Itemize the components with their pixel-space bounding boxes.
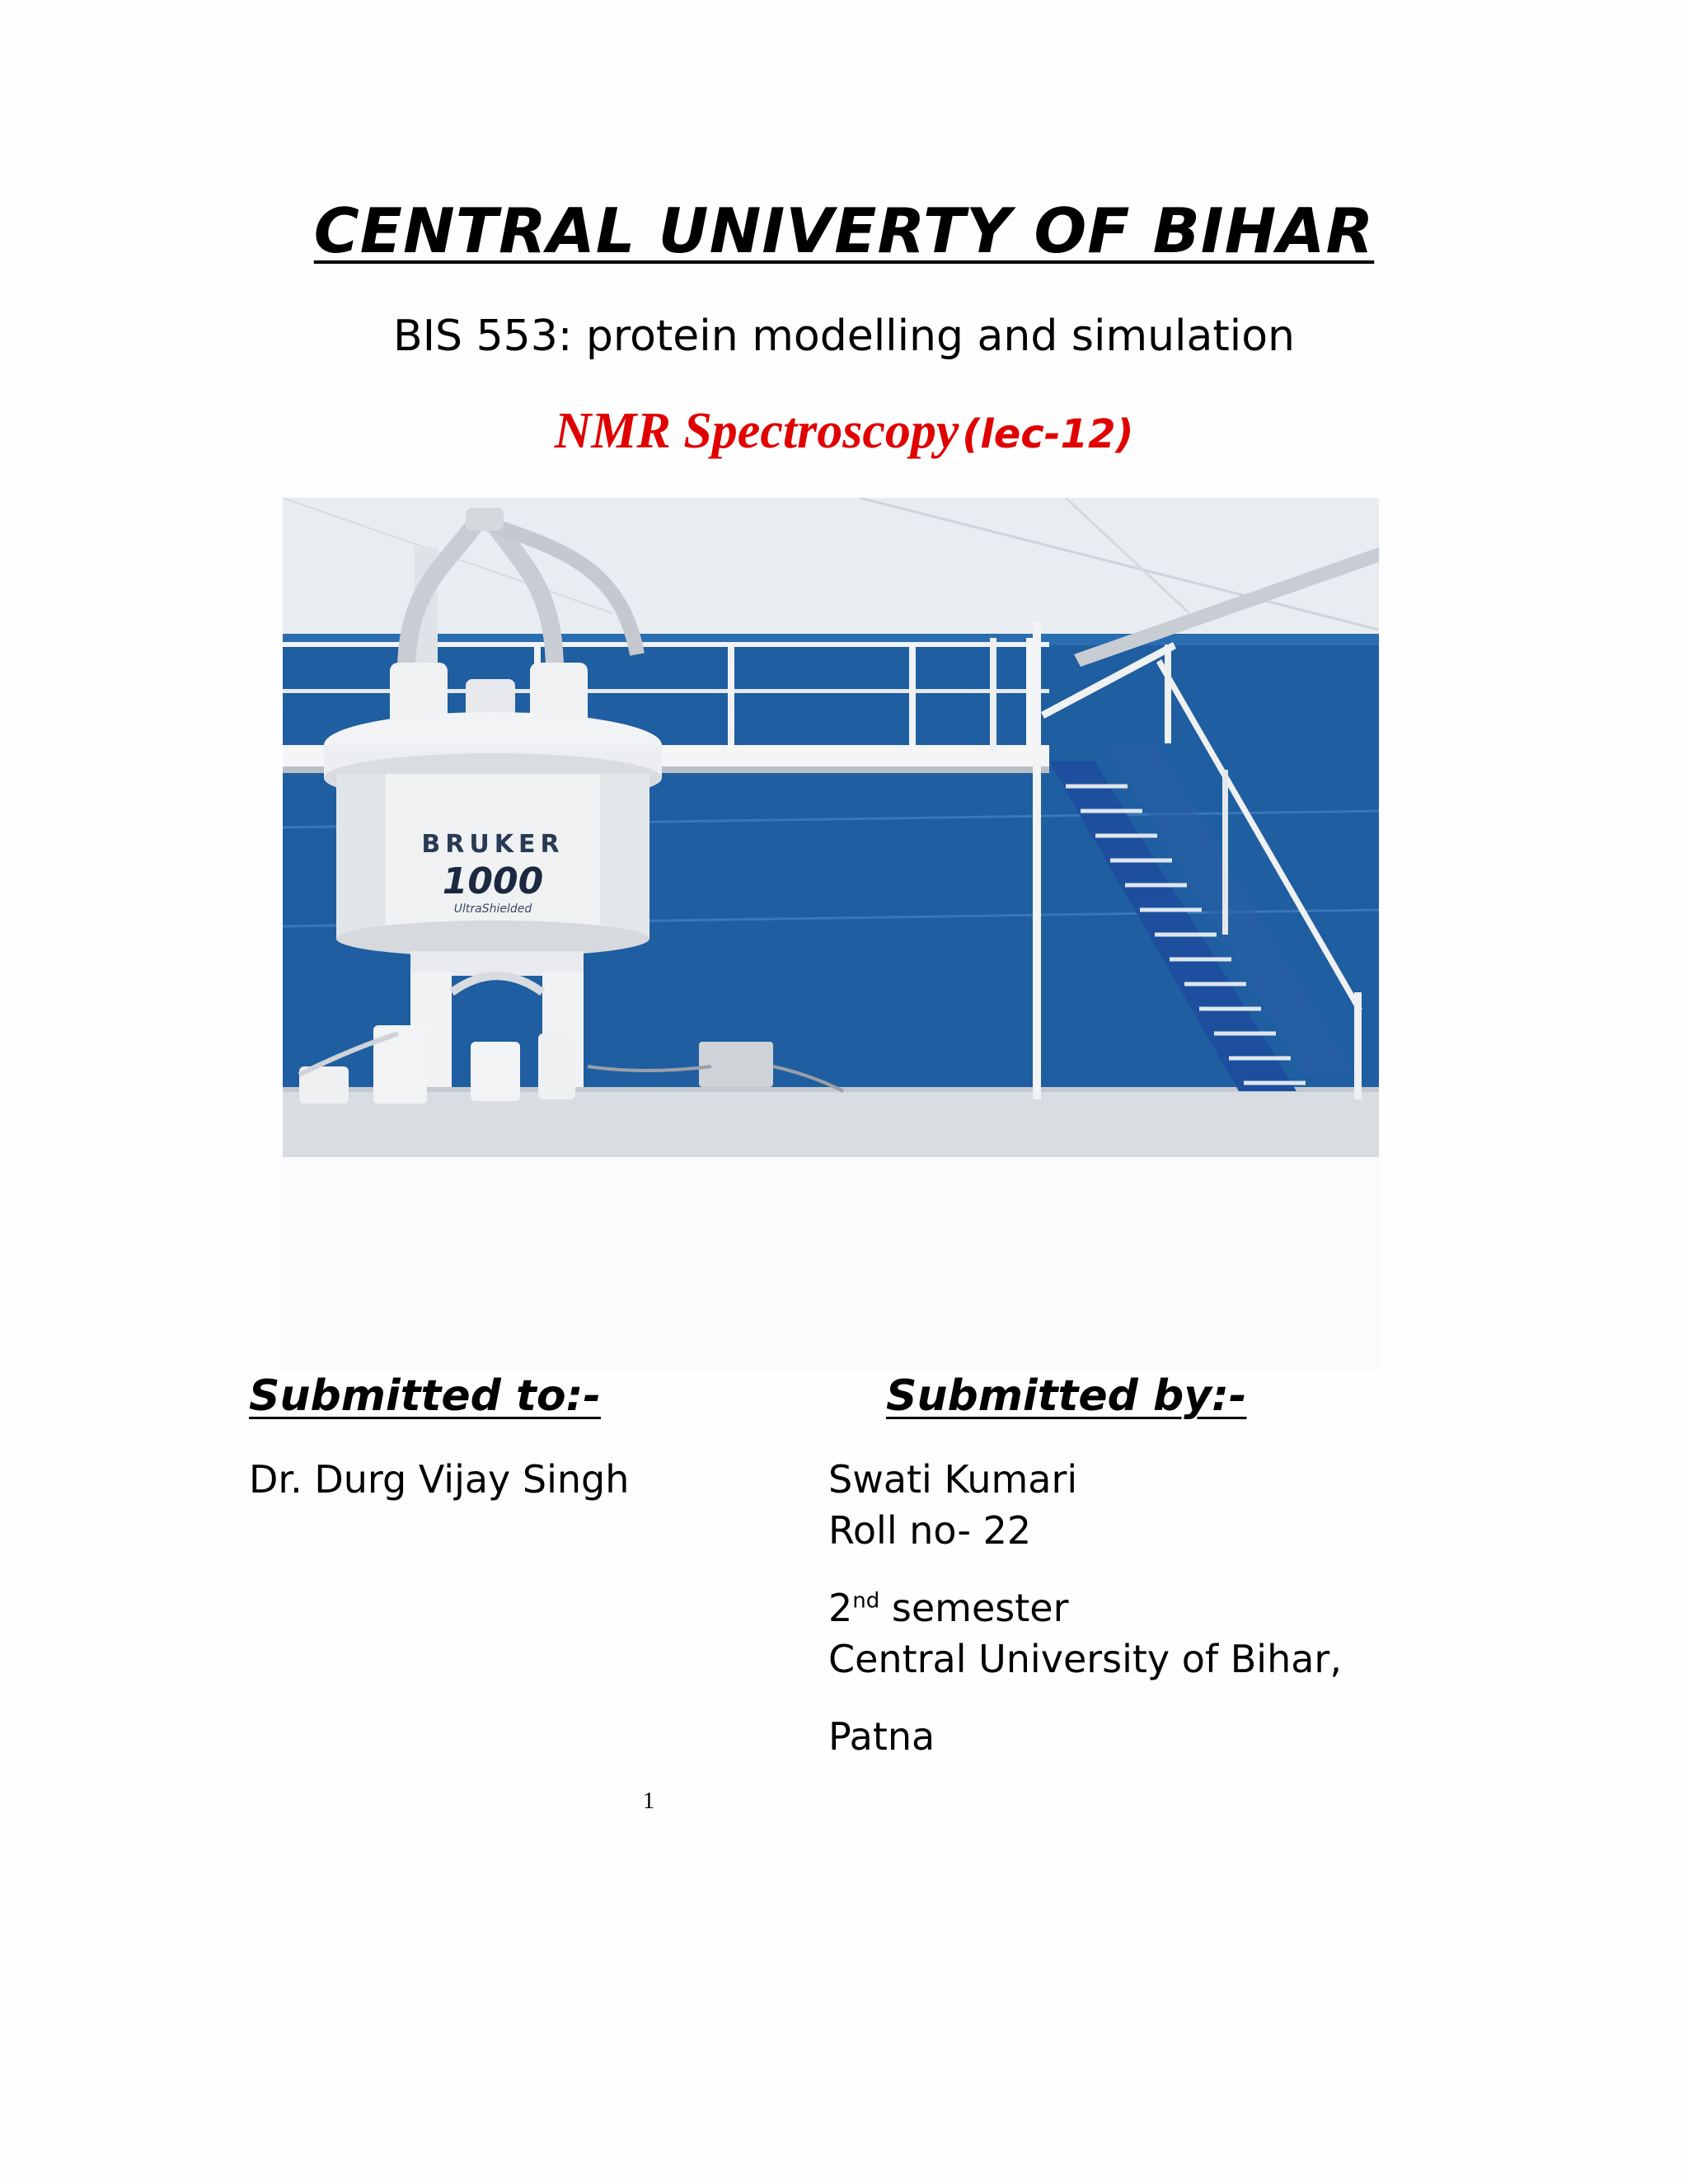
institution: Central University of Bihar, [828,1637,1342,1681]
page-number: 1 [643,1788,654,1814]
course-title: BIS 553: protein modelling and simulation [393,312,1295,361]
photo-shadow [280,1157,1381,1371]
roll-number: Roll no- 22 [828,1508,1032,1553]
bruker-logo: BRUKER [421,830,565,859]
model-number: 1000 [442,860,544,902]
university-title: CENTRAL UNIVERTY OF BIHAR [313,194,1375,267]
lecture-subtitle [0,402,1688,461]
submitted-by-label: Submitted by:- [886,1371,1247,1421]
student-name: Swati Kumari [828,1457,1078,1502]
topic-title: NMR Spectroscopy [554,403,959,459]
city: Patna [828,1714,935,1759]
supervisor-name: Dr. Durg Vijay Singh [249,1457,630,1502]
lecture-number: (lec-12) [962,411,1134,457]
nmr-spectrometer-photo [283,498,1379,1157]
semester: 2nd semester [828,1586,1069,1630]
model-caption: UltraShielded [453,902,532,916]
submitted-to-label: Submitted to:- [249,1371,601,1421]
